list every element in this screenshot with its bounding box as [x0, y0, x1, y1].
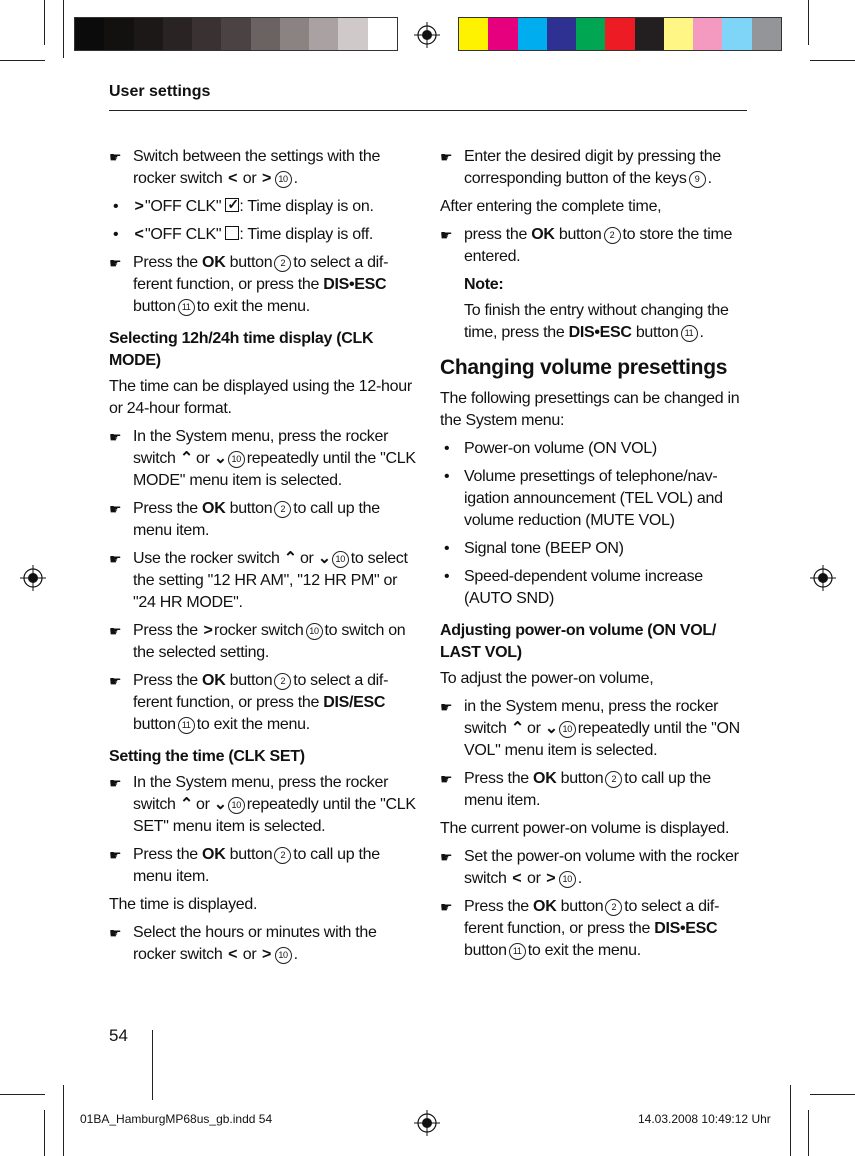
- color-swatch: [605, 18, 634, 50]
- color-swatch: [693, 18, 722, 50]
- button-number: 2: [274, 255, 291, 272]
- registration-mark-icon: [810, 565, 836, 591]
- button-number: 10: [559, 871, 576, 888]
- instruction-step: ☛ In the System menu, press the rocker switch ⌃ or ⌄ 10 repeatedly until the "CLK SET" menu item is selected.: [109, 774, 416, 835]
- subheading: Adjusting power-on volume (ON VOL/ LAST VOL): [440, 622, 717, 661]
- instruction-step: ☛ Use the rocker switch ⌃ or ⌄ 10 to select the setting "12 HR AM", "12 HR PM" or "24 HR MODE".: [109, 550, 408, 611]
- button-number: 10: [559, 721, 576, 738]
- chevron-right-icon: >: [262, 946, 272, 963]
- left-column: [109, 146, 419, 972]
- instruction-step: ☛ Press the OK button 2 to select a different function, or press the DIS•ESC button 11 to exit the menu.: [440, 898, 720, 959]
- instruction-step: ☛ Set the power-on volume with the rocker switch < or > 10 .: [440, 846, 750, 890]
- pointing-hand-icon: ☛: [440, 849, 453, 865]
- chevron-right-icon: >: [262, 170, 272, 187]
- chevron-left-icon: <: [134, 226, 144, 243]
- pointing-hand-icon: ☛: [109, 673, 122, 689]
- chevron-right-icon: >: [203, 622, 213, 639]
- list-item: • Signal tone (BEEP ON): [444, 540, 624, 557]
- right-column: [440, 146, 750, 968]
- crop-mark: [808, 0, 809, 45]
- pointing-hand-icon: ☛: [109, 429, 122, 445]
- chevron-up-icon: ⌃: [179, 450, 193, 467]
- button-number: 2: [605, 771, 622, 788]
- color-swatch: [635, 18, 664, 50]
- button-number: 11: [509, 943, 526, 960]
- chevron-down-icon: ⌄: [213, 796, 227, 813]
- instruction-step: ☛ Press the OK button 2 to select a different function, or press the DIS/ESC button 11 to exit the menu.: [109, 672, 389, 733]
- section-title: User settings: [109, 83, 211, 100]
- instruction-step: ☛ Press the OK button 2 to call up the menu item.: [109, 846, 380, 885]
- button-number: 10: [275, 947, 292, 964]
- pointing-hand-icon: ☛: [109, 255, 122, 271]
- print-date: 14.03.2008 10:49:12 Uhr: [638, 1112, 771, 1126]
- pointing-hand-icon: ☛: [440, 899, 453, 915]
- chevron-left-icon: <: [228, 170, 238, 187]
- chevron-down-icon: ⌄: [544, 720, 558, 737]
- crop-mark: [808, 1110, 809, 1156]
- gray-swatch: [309, 18, 338, 50]
- gray-swatch: [280, 18, 309, 50]
- button-number: 2: [604, 227, 621, 244]
- instruction-step: ☛ In the System menu, press the rocker switch ⌃ or ⌄ 10 repeatedly until the "CLK MODE" menu item is selected.: [109, 428, 416, 489]
- registration-mark-icon: [20, 565, 46, 591]
- chevron-right-icon: >: [546, 870, 556, 887]
- gray-calibration-bar: [74, 17, 398, 51]
- chevron-up-icon: ⌃: [510, 720, 524, 737]
- paragraph: The time can be displayed using the 12-hour or 24-hour format.: [109, 378, 412, 417]
- color-swatch: [488, 18, 517, 50]
- gray-swatch: [338, 18, 367, 50]
- gray-swatch: [251, 18, 280, 50]
- file-slug: 01BA_HamburgMP68us_gb.indd 54: [80, 1112, 273, 1126]
- list-item: • >"OFF CLK" ✓ : Time display is on.: [109, 196, 419, 218]
- gray-swatch: [368, 18, 397, 50]
- button-number: 11: [178, 717, 195, 734]
- paragraph: To adjust the power-on volume,: [440, 670, 654, 687]
- registration-mark-icon: [414, 22, 440, 48]
- instruction-step: ☛ Enter the desired digit by pressing the corresponding button of the keys 9 .: [440, 148, 721, 187]
- gray-swatch: [104, 18, 133, 50]
- subheading: Selecting 12h/24h time display (CLK MODE): [109, 330, 374, 369]
- color-swatch: [576, 18, 605, 50]
- checked-box-icon: ✓: [227, 196, 239, 212]
- crop-mark: [790, 1085, 791, 1156]
- list-item: • Power-on volume (ON VOL): [444, 440, 657, 457]
- crop-mark: [810, 60, 855, 61]
- list-item: • Volume presettings of telephone/navigation announcement (TEL VOL) and volume reduction (MUTE VOL): [444, 468, 723, 529]
- paragraph: The time is displayed.: [109, 896, 258, 913]
- gray-swatch: [75, 18, 104, 50]
- gray-swatch: [221, 18, 250, 50]
- chevron-left-icon: <: [228, 946, 238, 963]
- color-swatch: [459, 18, 488, 50]
- subheading: Setting the time (CLK SET): [109, 748, 305, 765]
- button-number: 11: [178, 299, 195, 316]
- button-number: 9: [689, 171, 706, 188]
- paragraph: The following presettings can be changed in the System menu:: [440, 390, 740, 429]
- list-item: • <"OFF CLK" : Time display is off.: [109, 224, 419, 246]
- crop-mark: [63, 1085, 64, 1156]
- pointing-hand-icon: ☛: [109, 775, 122, 791]
- button-number: 11: [681, 325, 698, 342]
- paragraph: After entering the complete time,: [440, 198, 662, 215]
- paragraph: The current power-on volume is displayed.: [440, 820, 730, 837]
- chevron-right-icon: >: [134, 198, 144, 215]
- gray-swatch: [163, 18, 192, 50]
- color-swatch: [752, 18, 781, 50]
- color-swatch: [664, 18, 693, 50]
- gray-swatch: [134, 18, 163, 50]
- instruction-step: ☛ Switch between the settings with the rocker switch < or > 10 .: [109, 146, 419, 190]
- button-number: 10: [332, 551, 349, 568]
- button-number: 2: [605, 899, 622, 916]
- list-item: • Speed-dependent volume increase (AUTO SND): [444, 568, 703, 607]
- pointing-hand-icon: ☛: [109, 501, 122, 517]
- pointing-hand-icon: ☛: [440, 771, 453, 787]
- crop-mark: [44, 1110, 45, 1156]
- header-rule: [109, 110, 747, 111]
- crop-mark: [63, 0, 64, 58]
- chevron-down-icon: ⌄: [317, 550, 331, 567]
- instruction-step: ☛ press the OK button 2 to store the time entered.: [440, 226, 733, 265]
- pointing-hand-icon: ☛: [109, 149, 122, 165]
- button-number: 2: [274, 847, 291, 864]
- registration-mark-icon: [414, 1110, 440, 1136]
- pointing-hand-icon: ☛: [440, 149, 453, 165]
- instruction-step: ☛ Press the OK button 2 to call up the menu item.: [440, 770, 711, 809]
- gray-swatch: [192, 18, 221, 50]
- crop-mark: [44, 0, 45, 45]
- note-block: Note: To finish the entry without changing the time, press the DIS•ESC button 11 .: [440, 274, 750, 344]
- color-calibration-bar: [458, 17, 782, 51]
- crop-mark: [0, 60, 45, 61]
- page-number: 54: [109, 1026, 128, 1045]
- pointing-hand-icon: ☛: [109, 847, 122, 863]
- instruction-step: ☛ Press the OK button 2 to select a different function, or press the DIS•ESC button 11 to exit the menu.: [109, 254, 389, 315]
- chevron-up-icon: ⌃: [179, 796, 193, 813]
- crop-mark: [810, 1094, 855, 1095]
- chevron-left-icon: <: [512, 870, 522, 887]
- instruction-step: ☛ in the System menu, press the rocker switch ⌃ or ⌄ 10 repeatedly until the "ON VOL" menu item is selected.: [440, 698, 740, 759]
- pointing-hand-icon: ☛: [109, 925, 122, 941]
- color-swatch: [518, 18, 547, 50]
- section-heading: Changing volume presettings: [440, 356, 728, 379]
- button-number: 10: [275, 171, 292, 188]
- crop-mark: [152, 1030, 153, 1100]
- pointing-hand-icon: ☛: [440, 227, 453, 243]
- instruction-step: ☛ Press the >rocker switch 10 to switch on the selected setting.: [109, 622, 406, 661]
- instruction-step: ☛ Select the hours or minutes with the rocker switch < or > 10 .: [109, 922, 419, 966]
- chevron-down-icon: ⌄: [213, 450, 227, 467]
- button-number: 2: [274, 673, 291, 690]
- button-number: 2: [274, 501, 291, 518]
- button-number: 10: [228, 797, 245, 814]
- note-title: Note:: [464, 276, 504, 293]
- button-number: 10: [306, 623, 323, 640]
- button-number: 10: [228, 451, 245, 468]
- empty-box-icon: [225, 226, 239, 240]
- pointing-hand-icon: ☛: [109, 623, 122, 639]
- color-swatch: [547, 18, 576, 50]
- pointing-hand-icon: ☛: [440, 699, 453, 715]
- chevron-up-icon: ⌃: [283, 550, 297, 567]
- instruction-step: ☛ Press the OK button 2 to call up the menu item.: [109, 500, 380, 539]
- crop-mark: [0, 1094, 45, 1095]
- color-swatch: [722, 18, 751, 50]
- pointing-hand-icon: ☛: [109, 551, 122, 567]
